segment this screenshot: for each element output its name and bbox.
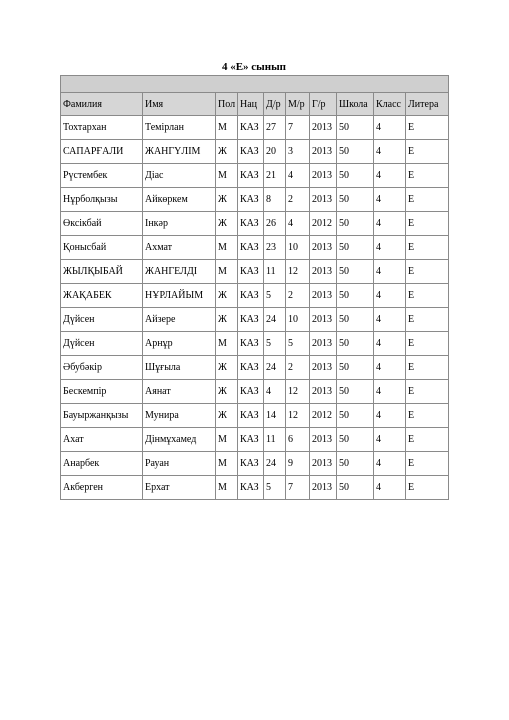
table-cell: М <box>216 236 238 260</box>
column-header: Фамилия <box>61 93 143 116</box>
table-cell: НҰРЛАЙЫМ <box>143 284 216 308</box>
table-cell: Ерхат <box>143 476 216 500</box>
column-header: Пол <box>216 93 238 116</box>
table-cell: Қонысбай <box>61 236 143 260</box>
table-cell: Ахат <box>61 428 143 452</box>
table-cell: 4 <box>374 380 406 404</box>
table-cell: Дүйсен <box>61 308 143 332</box>
table-cell: Ж <box>216 308 238 332</box>
table-cell: Ж <box>216 212 238 236</box>
column-header: Класс <box>374 93 406 116</box>
table-cell: КАЗ <box>238 236 264 260</box>
table-cell: Дiас <box>143 164 216 188</box>
table-cell: 10 <box>286 236 310 260</box>
table-cell: Е <box>406 404 449 428</box>
table-cell: 2013 <box>310 236 337 260</box>
table-cell: 4 <box>374 452 406 476</box>
table-cell: Е <box>406 380 449 404</box>
table-cell: Нұрболқызы <box>61 188 143 212</box>
table-cell: 4 <box>374 404 406 428</box>
table-cell: 50 <box>337 476 374 500</box>
table-cell: М <box>216 452 238 476</box>
table-cell: Е <box>406 332 449 356</box>
table-row <box>61 164 449 188</box>
table-row <box>61 452 449 476</box>
table-cell: ЖАНГЕЛДІ <box>143 260 216 284</box>
table-cell: 50 <box>337 404 374 428</box>
table-cell: 20 <box>264 140 286 164</box>
table-cell: 2013 <box>310 284 337 308</box>
table-cell: КАЗ <box>238 332 264 356</box>
table-cell: 2013 <box>310 428 337 452</box>
table-cell: 2 <box>286 284 310 308</box>
table-cell: КАЗ <box>238 428 264 452</box>
table-cell: Ж <box>216 380 238 404</box>
table-cell: Ж <box>216 140 238 164</box>
table-row <box>61 380 449 404</box>
table-cell: Шұғыла <box>143 356 216 380</box>
table-cell: КАЗ <box>238 260 264 284</box>
table-cell: КАЗ <box>238 188 264 212</box>
table-cell: Е <box>406 356 449 380</box>
table-row <box>61 140 449 164</box>
column-header: Д/р <box>264 93 286 116</box>
table-row <box>61 404 449 428</box>
column-header: Нац <box>238 93 264 116</box>
table-cell: 4 <box>374 260 406 284</box>
student-table-container <box>60 75 448 500</box>
table-cell: 5 <box>264 284 286 308</box>
table-cell: 4 <box>374 428 406 452</box>
table-cell: ЖАНГҮЛІМ <box>143 140 216 164</box>
table-cell: 4 <box>374 140 406 164</box>
page-title: 4 «Е» сынып <box>221 61 287 73</box>
table-cell: 50 <box>337 140 374 164</box>
table-cell: 3 <box>286 140 310 164</box>
table-cell: 50 <box>337 116 374 140</box>
table-cell: Е <box>406 212 449 236</box>
table-row <box>61 260 449 284</box>
table-cell: 12 <box>286 404 310 428</box>
table-cell: 50 <box>337 164 374 188</box>
table-cell: 2012 <box>310 212 337 236</box>
table-cell: Арнұр <box>143 332 216 356</box>
table-cell: 8 <box>264 188 286 212</box>
table-cell: 24 <box>264 452 286 476</box>
table-cell: 2013 <box>310 476 337 500</box>
table-cell: Інкәр <box>143 212 216 236</box>
table-cell: 4 <box>286 164 310 188</box>
table-cell: 50 <box>337 188 374 212</box>
table-cell: Ж <box>216 356 238 380</box>
table-cell: 2013 <box>310 332 337 356</box>
table-cell: 10 <box>286 308 310 332</box>
table-cell: 4 <box>286 212 310 236</box>
table-cell: Е <box>406 476 449 500</box>
table-cell: Рауан <box>143 452 216 476</box>
table-cell: ЖАҚАБЕК <box>61 284 143 308</box>
table-cell: Анарбек <box>61 452 143 476</box>
table-cell: 50 <box>337 284 374 308</box>
header-band-cell <box>61 76 449 93</box>
table-cell: Ж <box>216 284 238 308</box>
table-cell: Айкөркем <box>143 188 216 212</box>
table-cell: 50 <box>337 308 374 332</box>
table-cell: Темірлан <box>143 116 216 140</box>
table-cell: М <box>216 164 238 188</box>
table-cell: 50 <box>337 380 374 404</box>
table-cell: 6 <box>286 428 310 452</box>
table-cell: 4 <box>374 308 406 332</box>
table-cell: Ж <box>216 404 238 428</box>
table-row <box>61 116 449 140</box>
table-cell: 50 <box>337 212 374 236</box>
table-cell: 50 <box>337 260 374 284</box>
table-cell: 2013 <box>310 356 337 380</box>
table-row <box>61 188 449 212</box>
table-cell: САПАРҒАЛИ <box>61 140 143 164</box>
table-cell: КАЗ <box>238 452 264 476</box>
table-cell: Әбубәкір <box>61 356 143 380</box>
table-cell: 2012 <box>310 404 337 428</box>
table-cell: 2013 <box>310 116 337 140</box>
column-header: Школа <box>337 93 374 116</box>
table-cell: 50 <box>337 452 374 476</box>
table-cell: 7 <box>286 476 310 500</box>
table-cell: 5 <box>264 332 286 356</box>
table-cell: Акберген <box>61 476 143 500</box>
table-cell: 5 <box>286 332 310 356</box>
student-table <box>60 75 449 500</box>
table-cell: М <box>216 260 238 284</box>
column-header: Г/р <box>310 93 337 116</box>
table-cell: 24 <box>264 308 286 332</box>
table-cell: 2 <box>286 188 310 212</box>
table-cell: Е <box>406 140 449 164</box>
table-cell: М <box>216 428 238 452</box>
table-cell: 2013 <box>310 188 337 212</box>
table-cell: М <box>216 476 238 500</box>
table-cell: 2013 <box>310 260 337 284</box>
column-header: Литера <box>406 93 449 116</box>
table-cell: 21 <box>264 164 286 188</box>
table-cell: Е <box>406 164 449 188</box>
table-cell: КАЗ <box>238 140 264 164</box>
table-cell: КАЗ <box>238 404 264 428</box>
table-cell: 50 <box>337 236 374 260</box>
table-cell: Ахмат <box>143 236 216 260</box>
table-cell: Рүстембек <box>61 164 143 188</box>
table-cell: Е <box>406 188 449 212</box>
column-header: М/р <box>286 93 310 116</box>
table-cell: 50 <box>337 332 374 356</box>
table-cell: Ж <box>216 188 238 212</box>
table-cell: КАЗ <box>238 212 264 236</box>
table-row <box>61 308 449 332</box>
table-cell: Е <box>406 284 449 308</box>
table-cell: Дүйсен <box>61 332 143 356</box>
table-cell: КАЗ <box>238 116 264 140</box>
table-cell: Е <box>406 308 449 332</box>
table-cell: Е <box>406 260 449 284</box>
table-cell: 9 <box>286 452 310 476</box>
table-cell: 4 <box>374 212 406 236</box>
table-cell: КАЗ <box>238 164 264 188</box>
table-cell: КАЗ <box>238 308 264 332</box>
table-cell: КАЗ <box>238 476 264 500</box>
table-cell: 50 <box>337 428 374 452</box>
table-cell: 4 <box>374 236 406 260</box>
table-cell: М <box>216 116 238 140</box>
table-cell: 2013 <box>310 452 337 476</box>
table-cell: ЖЫЛҚЫБАЙ <box>61 260 143 284</box>
table-cell: 4 <box>374 164 406 188</box>
table-cell: КАЗ <box>238 284 264 308</box>
table-cell: 2013 <box>310 380 337 404</box>
table-row <box>61 428 449 452</box>
table-cell: 4 <box>374 332 406 356</box>
table-cell: Тохтархан <box>61 116 143 140</box>
table-cell: 26 <box>264 212 286 236</box>
table-row <box>61 236 449 260</box>
table-cell: 12 <box>286 380 310 404</box>
table-cell: 4 <box>264 380 286 404</box>
table-row <box>61 476 449 500</box>
table-cell: 14 <box>264 404 286 428</box>
table-cell: 2 <box>286 356 310 380</box>
table-cell: 11 <box>264 260 286 284</box>
table-cell: 2013 <box>310 308 337 332</box>
table-cell: Дінмұхамед <box>143 428 216 452</box>
table-cell: 4 <box>374 116 406 140</box>
table-row <box>61 332 449 356</box>
table-cell: 27 <box>264 116 286 140</box>
table-cell: 50 <box>337 356 374 380</box>
header-row <box>61 93 449 116</box>
table-row <box>61 356 449 380</box>
table-row <box>61 212 449 236</box>
table-cell: 7 <box>286 116 310 140</box>
table-cell: КАЗ <box>238 356 264 380</box>
table-row <box>61 284 449 308</box>
table-cell: Мунира <box>143 404 216 428</box>
header-band <box>61 76 449 93</box>
table-cell: М <box>216 332 238 356</box>
table-cell: 2013 <box>310 164 337 188</box>
table-cell: Е <box>406 236 449 260</box>
table-cell: 11 <box>264 428 286 452</box>
table-cell: 23 <box>264 236 286 260</box>
table-cell: Бескемпір <box>61 380 143 404</box>
column-header: Имя <box>143 93 216 116</box>
table-cell: 4 <box>374 188 406 212</box>
table-cell: 12 <box>286 260 310 284</box>
table-cell: Е <box>406 116 449 140</box>
table-cell: Өксікбай <box>61 212 143 236</box>
table-cell: 5 <box>264 476 286 500</box>
table-cell: 4 <box>374 284 406 308</box>
table-cell: 24 <box>264 356 286 380</box>
table-cell: Аянат <box>143 380 216 404</box>
table-cell: Е <box>406 452 449 476</box>
table-cell: 2013 <box>310 140 337 164</box>
table-cell: Айзере <box>143 308 216 332</box>
table-cell: 4 <box>374 356 406 380</box>
table-cell: Бауыржанқызы <box>61 404 143 428</box>
table-cell: КАЗ <box>238 380 264 404</box>
table-cell: 4 <box>374 476 406 500</box>
table-cell: Е <box>406 428 449 452</box>
